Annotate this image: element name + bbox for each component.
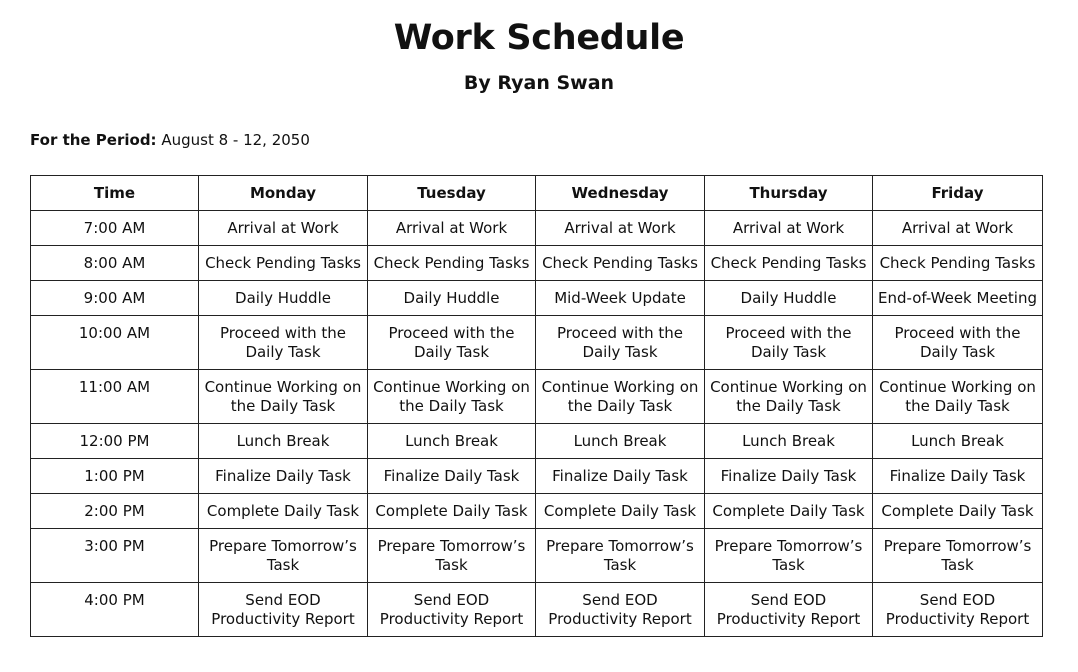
- schedule-cell: Proceed with the Daily Task: [368, 316, 536, 370]
- table-row: [31, 370, 1043, 424]
- schedule-cell: Check Pending Tasks: [705, 246, 873, 281]
- schedule-cell: Lunch Break: [199, 424, 368, 459]
- schedule-cell: Lunch Break: [873, 424, 1043, 459]
- schedule-cell: Prepare Tomorrow’s Task: [199, 529, 368, 583]
- schedule-cell: Finalize Daily Task: [368, 459, 536, 494]
- table-row: [31, 316, 1043, 370]
- schedule-cell: Daily Huddle: [705, 281, 873, 316]
- schedule-cell: Continue Working on the Daily Task: [199, 370, 368, 424]
- table-row: [31, 211, 1043, 246]
- document-subtitle: By Ryan Swan: [463, 72, 615, 94]
- table-row: [31, 459, 1043, 494]
- schedule-cell: Mid-Week Update: [536, 281, 705, 316]
- header-tuesday: Tuesday: [368, 176, 536, 211]
- schedule-cell: Daily Huddle: [199, 281, 368, 316]
- schedule-cell: Finalize Daily Task: [873, 459, 1043, 494]
- schedule-cell: Proceed with the Daily Task: [199, 316, 368, 370]
- schedule-cell: Check Pending Tasks: [536, 246, 705, 281]
- time-cell: 12:00 PM: [31, 424, 199, 459]
- schedule-cell: Complete Daily Task: [705, 494, 873, 529]
- schedule-cell: Lunch Break: [705, 424, 873, 459]
- schedule-cell: Lunch Break: [536, 424, 705, 459]
- header-time: Time: [31, 176, 199, 211]
- schedule-cell: Send EOD Productivity Report: [368, 583, 536, 637]
- header-row: [31, 176, 1043, 211]
- table-row: [31, 246, 1043, 281]
- schedule-cell: Continue Working on the Daily Task: [705, 370, 873, 424]
- time-cell: 3:00 PM: [31, 529, 199, 583]
- schedule-cell: Arrival at Work: [536, 211, 705, 246]
- schedule-cell: End-of-Week Meeting: [873, 281, 1043, 316]
- schedule-cell: Lunch Break: [368, 424, 536, 459]
- header-wednesday: Wednesday: [536, 176, 705, 211]
- period-label: For the Period:: [30, 131, 157, 149]
- period-value: August 8 - 12, 2050: [161, 131, 310, 149]
- time-cell: 10:00 AM: [31, 316, 199, 370]
- table-row: [31, 529, 1043, 583]
- schedule-cell: Finalize Daily Task: [536, 459, 705, 494]
- schedule-cell: Arrival at Work: [705, 211, 873, 246]
- schedule-cell: Complete Daily Task: [368, 494, 536, 529]
- schedule-cell: Send EOD Productivity Report: [536, 583, 705, 637]
- schedule-cell: Prepare Tomorrow’s Task: [705, 529, 873, 583]
- schedule-cell: Complete Daily Task: [199, 494, 368, 529]
- schedule-cell: Arrival at Work: [873, 211, 1043, 246]
- schedule-cell: Complete Daily Task: [536, 494, 705, 529]
- header-friday: Friday: [873, 176, 1043, 211]
- schedule-cell: Arrival at Work: [368, 211, 536, 246]
- schedule-cell: Proceed with the Daily Task: [536, 316, 705, 370]
- time-cell: 11:00 AM: [31, 370, 199, 424]
- schedule-cell: Complete Daily Task: [873, 494, 1043, 529]
- schedule-cell: Check Pending Tasks: [873, 246, 1043, 281]
- time-cell: 7:00 AM: [31, 211, 199, 246]
- schedule-cell: Check Pending Tasks: [199, 246, 368, 281]
- schedule-cell: Prepare Tomorrow’s Task: [368, 529, 536, 583]
- schedule-cell: Check Pending Tasks: [368, 246, 536, 281]
- header-monday: Monday: [199, 176, 368, 211]
- schedule-cell: Continue Working on the Daily Task: [368, 370, 536, 424]
- schedule-cell: Prepare Tomorrow’s Task: [536, 529, 705, 583]
- schedule-cell: Proceed with the Daily Task: [705, 316, 873, 370]
- document-title: Work Schedule: [393, 18, 685, 58]
- schedule-cell: Send EOD Productivity Report: [873, 583, 1043, 637]
- schedule-cell: Prepare Tomorrow’s Task: [873, 529, 1043, 583]
- table-row: [31, 583, 1043, 637]
- schedule-table: [30, 175, 1043, 637]
- time-cell: 4:00 PM: [31, 583, 199, 637]
- schedule-cell: Send EOD Productivity Report: [199, 583, 368, 637]
- time-cell: 1:00 PM: [31, 459, 199, 494]
- time-cell: 2:00 PM: [31, 494, 199, 529]
- time-cell: 8:00 AM: [31, 246, 199, 281]
- schedule-cell: Finalize Daily Task: [705, 459, 873, 494]
- schedule-cell: Arrival at Work: [199, 211, 368, 246]
- table-row: [31, 424, 1043, 459]
- schedule-cell: Daily Huddle: [368, 281, 536, 316]
- period-line: [30, 131, 310, 149]
- table-row: [31, 281, 1043, 316]
- time-cell: 9:00 AM: [31, 281, 199, 316]
- schedule-cell: Continue Working on the Daily Task: [873, 370, 1043, 424]
- schedule-cell: Finalize Daily Task: [199, 459, 368, 494]
- schedule-cell: Proceed with the Daily Task: [873, 316, 1043, 370]
- schedule-cell: Continue Working on the Daily Task: [536, 370, 705, 424]
- table-row: [31, 494, 1043, 529]
- schedule-cell: Send EOD Productivity Report: [705, 583, 873, 637]
- header-thursday: Thursday: [705, 176, 873, 211]
